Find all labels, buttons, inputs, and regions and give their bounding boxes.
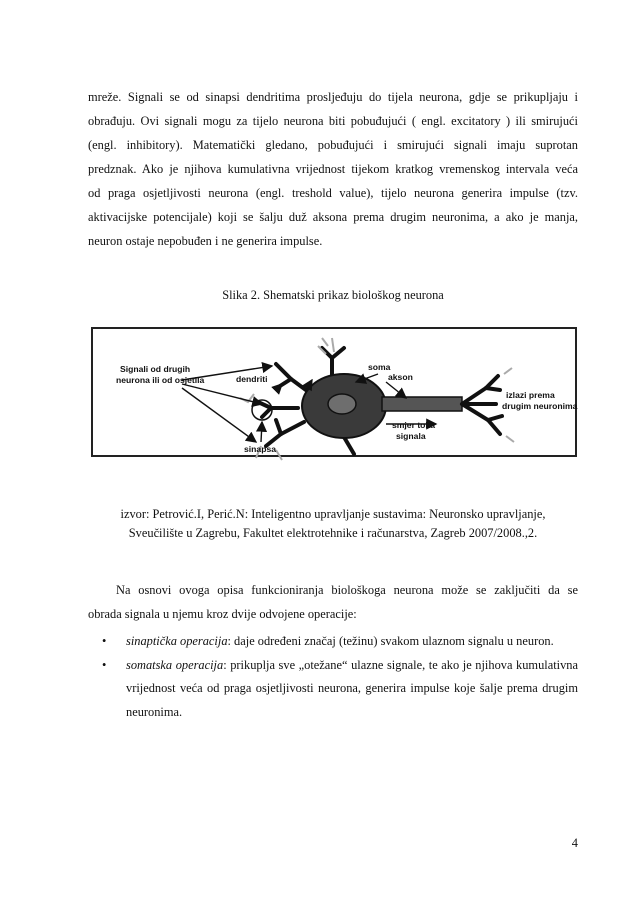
page-number: 4: [571, 836, 578, 850]
neuron-diagram: [86, 324, 580, 486]
paragraph-neuron-signals: [88, 85, 578, 253]
label-signals-in: neurona ili od osjetila: [116, 375, 205, 385]
paragraph-line: aktivacijske potencijale) koji se šalju duž aksona prema drugim neuronima, a ako je manja,: [88, 210, 578, 224]
figure-caption: Slika 2. Shematski prikaz biološkog neurona: [222, 288, 444, 302]
paragraph-line: obrađuju. Ovi signali mogu za tijelo neurona biti pobuđujući ( engl. excitatory ) ili smirujući: [88, 114, 578, 128]
label-synapse: sinapsa: [244, 444, 277, 454]
paragraph-operations-intro: [88, 578, 578, 626]
label-dendrites: dendriti: [236, 374, 268, 384]
label-output: drugim neuronima: [502, 401, 578, 411]
axon: [382, 397, 462, 411]
bullet-icon: •: [102, 634, 107, 648]
bullet-icon: •: [102, 657, 107, 672]
paragraph-line: (engl. inhibitory). Matematički gledano, pobuđujući i smirujući signali imaju suprotan: [88, 138, 578, 152]
operations-list: [88, 630, 578, 724]
paragraph-line: od praga osjetljivosti neurona (engl. treshold value), tijelo neurona generira impulse (tzv.: [88, 186, 578, 200]
nucleus: [328, 394, 356, 414]
operation-term: sinaptička operacija: [126, 634, 228, 648]
paragraph-line: neuron ostaje nepobuđen i ne generira impulse.: [88, 234, 323, 248]
operation-term: somatska operacija: [126, 657, 224, 672]
label-direction: smjer toka: [392, 420, 435, 430]
operation-description: : prikuplja sve „otežane“ ulazne signale, te ako je njihova kumulativna vrijednost veća od praga osjetljivosti neurona, generira impulse koje šalje prema drugim neuronima.: [126, 657, 578, 719]
label-direction: signala: [396, 431, 426, 441]
source-line: izvor: Petrović.I, Perić.N: Inteligentno upravljanje sustavima: Neuronsko upravljanje,: [120, 507, 546, 521]
paragraph-line: mreže. Signali se od sinapsi dendritima prosljeđuju do tijela neurona, gdje se prikupljaju i: [88, 90, 578, 104]
label-output: izlazi prema: [506, 390, 555, 400]
list-item: [88, 654, 578, 725]
paragraph-line: obrada signala u njemu kroz dvije odvojene operacije:: [88, 607, 357, 621]
figure-source: [88, 505, 578, 543]
paragraph-line: predznak. Ako je njihova kumulativna vrijednost tijekom kratkog vremenskog intervala veća: [88, 162, 578, 176]
label-signals-in: Signali od drugih: [120, 364, 191, 374]
source-line: Sveučilište u Zagrebu, Fakultet elektrotehnike i računarstva, Zagreb 2007/2008.,2.: [128, 526, 538, 540]
label-axon: akson: [388, 372, 413, 382]
operation-description: : daje određeni značaj (težinu) svakom ulaznom signalu u neuron.: [227, 634, 554, 648]
list-item: [88, 630, 578, 654]
paragraph-line: Na osnovi ovoga opisa funkcioniranja biološkoga neurona može se zaključiti da se: [116, 583, 578, 597]
label-soma: soma: [368, 362, 391, 372]
